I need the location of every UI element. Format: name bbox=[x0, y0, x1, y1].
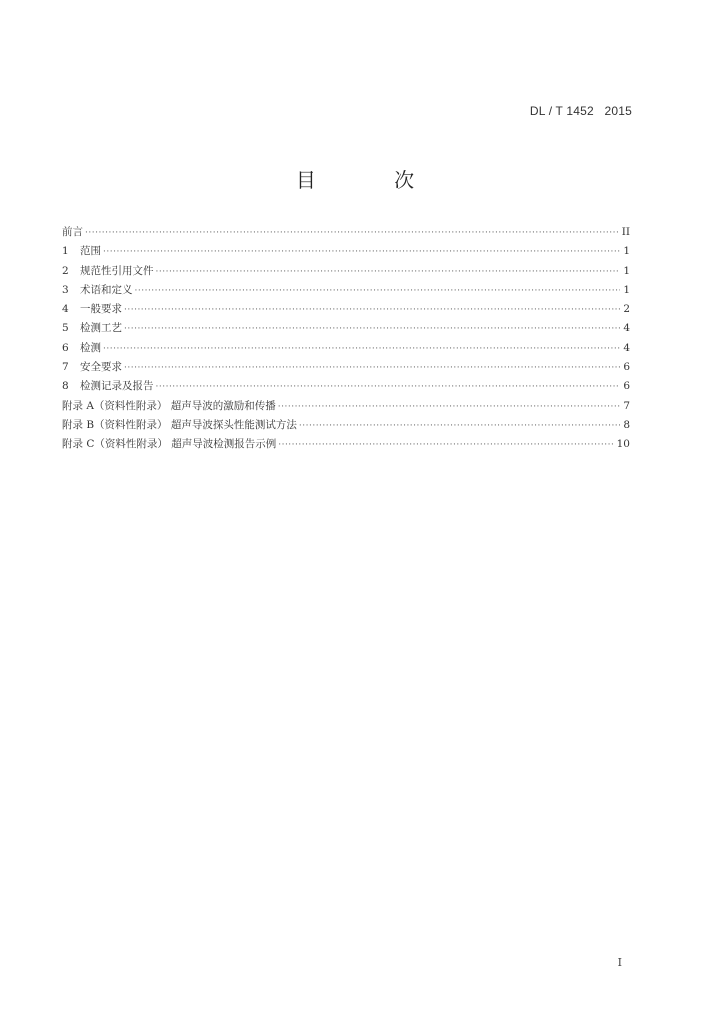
toc-entry-page: 8 bbox=[623, 418, 630, 431]
toc-entry-label: 检测记录及报告 bbox=[80, 380, 154, 393]
toc-entry-appendix-b[interactable] bbox=[62, 417, 630, 436]
toc-entry-page: 10 bbox=[616, 438, 630, 451]
toc-entry-label: 附录 B（资料性附录） 超声导波探头性能测试方法 bbox=[62, 418, 297, 431]
toc-title: 目 次 bbox=[295, 168, 451, 192]
toc-entry-number: 5 bbox=[62, 322, 69, 335]
toc-leader-dots bbox=[124, 324, 620, 334]
toc-entry-label: 术语和定义 bbox=[80, 283, 133, 296]
toc-leader-dots bbox=[124, 305, 620, 315]
toc-leader-dots bbox=[156, 267, 621, 277]
toc-entry-page: 6 bbox=[623, 361, 630, 374]
toc-leader-dots bbox=[135, 286, 621, 296]
toc-entry-records-report[interactable] bbox=[62, 378, 630, 397]
toc-entry-appendix-c[interactable] bbox=[62, 436, 630, 455]
toc-entry-number: 6 bbox=[62, 341, 69, 354]
toc-entry-number: 7 bbox=[62, 361, 69, 374]
toc-entry-foreword[interactable] bbox=[62, 224, 630, 243]
toc-leader-dots bbox=[156, 382, 621, 392]
toc-entry-number: 1 bbox=[62, 245, 69, 258]
toc-entry-label: 一般要求 bbox=[80, 303, 122, 316]
toc-entry-inspection[interactable] bbox=[62, 340, 630, 359]
toc-entry-safety-requirements[interactable] bbox=[62, 359, 630, 378]
toc-entry-general-requirements[interactable] bbox=[62, 301, 630, 320]
toc-entry-number: 2 bbox=[62, 264, 69, 277]
toc-entry-label: 检测 bbox=[80, 341, 101, 354]
toc-entry-page: 1 bbox=[623, 283, 630, 296]
toc-leader-dots bbox=[278, 402, 620, 412]
toc-entry-label: 附录 A（资料性附录） 超声导波的激励和传播 bbox=[62, 399, 276, 412]
toc-entry-page: 2 bbox=[623, 303, 630, 316]
toc-entry-page: 7 bbox=[623, 399, 630, 412]
toc-entry-label: 检测工艺 bbox=[80, 322, 122, 335]
toc-entry-label: 规范性引用文件 bbox=[80, 264, 154, 277]
toc-entry-page: II bbox=[621, 226, 630, 238]
toc-leader-dots bbox=[299, 421, 620, 431]
toc-entry-scope[interactable] bbox=[62, 243, 630, 262]
toc-entry-number: 3 bbox=[62, 283, 69, 296]
toc-entry-inspection-process[interactable] bbox=[62, 320, 630, 339]
toc-leader-dots bbox=[85, 228, 620, 238]
toc-entry-label: 前言 bbox=[62, 226, 83, 238]
toc-entry-page: 6 bbox=[623, 380, 630, 393]
document-code: DL / T 1452 2015 bbox=[529, 104, 632, 118]
toc-entry-label: 范围 bbox=[80, 245, 101, 258]
toc-entry-number: 4 bbox=[62, 303, 69, 316]
toc-entry-appendix-a[interactable] bbox=[62, 398, 630, 417]
toc-entry-label: 附录 C（资料性附录） 超声导波检测报告示例 bbox=[62, 438, 277, 451]
page-number: I bbox=[617, 956, 622, 969]
toc-entry-normative-references[interactable] bbox=[62, 263, 630, 282]
toc-entry-number: 8 bbox=[62, 380, 69, 393]
toc-entry-page: 4 bbox=[623, 322, 630, 335]
toc-entry-page: 1 bbox=[623, 264, 630, 277]
toc-leader-dots bbox=[103, 344, 620, 354]
table-of-contents bbox=[62, 224, 630, 456]
toc-leader-dots bbox=[124, 363, 620, 373]
toc-entry-page: 4 bbox=[623, 341, 630, 354]
toc-entry-terms-definitions[interactable] bbox=[62, 282, 630, 301]
toc-leader-dots bbox=[278, 440, 614, 450]
toc-entry-page: 1 bbox=[623, 245, 630, 258]
toc-entry-label: 安全要求 bbox=[80, 361, 122, 374]
toc-leader-dots bbox=[103, 247, 620, 257]
